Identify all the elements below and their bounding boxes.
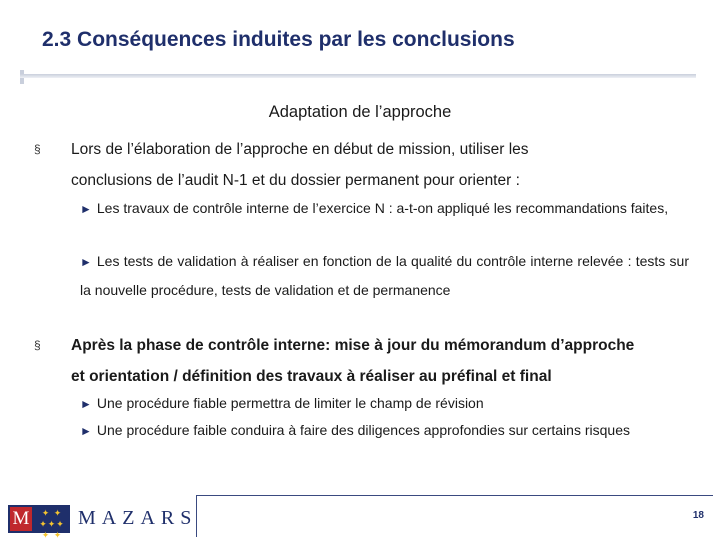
page-number: 18 [692,510,704,521]
logo-emblem [8,505,70,540]
triangle-arrow-icon: ► [80,202,92,216]
slide-subtitle: Adaptation de l’approche [268,103,452,121]
point-2-sub-2-text: Une procédure faible conduira à faire des diligences approfondies sur certains risques [96,422,630,438]
triangle-arrow-icon: ► [80,255,92,269]
mazars-logo [8,505,198,540]
triangle-arrow-icon: ► [80,424,92,438]
logo-wordmark: MAZARS [78,507,198,529]
triangle-arrow-icon: ► [80,397,92,411]
point-1-line-2: conclusions de l’audit N-1 et du dossier permanent pour orienter : [71,172,520,189]
star-cluster-icon: ✦ ✦ ✦✦✦ ✦ ✦ [39,508,65,540]
logo-mark: M [10,507,32,531]
point-2-line-1: Après la phase de contrôle interne: mise à jour du mémorandum d’approche [71,337,635,354]
point-1-sub-2 [80,247,689,304]
point-1-sub-1-text: Les travaux de contrôle interne de l’exercice N : a-t-on appliqué les recommandations faites, [96,200,669,216]
slide-title: 2.3 Conséquences induites par les conclusions [42,28,515,51]
point-2-text [71,330,696,392]
point-1-line-1: Lors de l’élaboration de l’approche en début de mission, utiliser les [71,141,529,158]
title-rule [20,74,696,78]
point-2-line-2: et orientation / définition des travaux à réaliser au préfinal et final [71,368,552,385]
point-1-sub-2-text: Les tests de validation à réaliser en fonction de la qualité du contrôle interne relevée : tests sur la nouvelle procédure, tests de validation et de permanence [80,253,689,298]
point-1-sub-1 [80,194,689,223]
point-2-sub-2 [80,416,689,445]
bullet-marker: § [34,142,41,156]
point-1-text [71,134,631,196]
bullet-marker: § [34,338,41,352]
point-2-sub-1 [80,389,689,418]
footer-frame [196,495,713,537]
point-2-sub-1-text: Une procédure fiable permettra de limiter le champ de révision [96,395,484,411]
